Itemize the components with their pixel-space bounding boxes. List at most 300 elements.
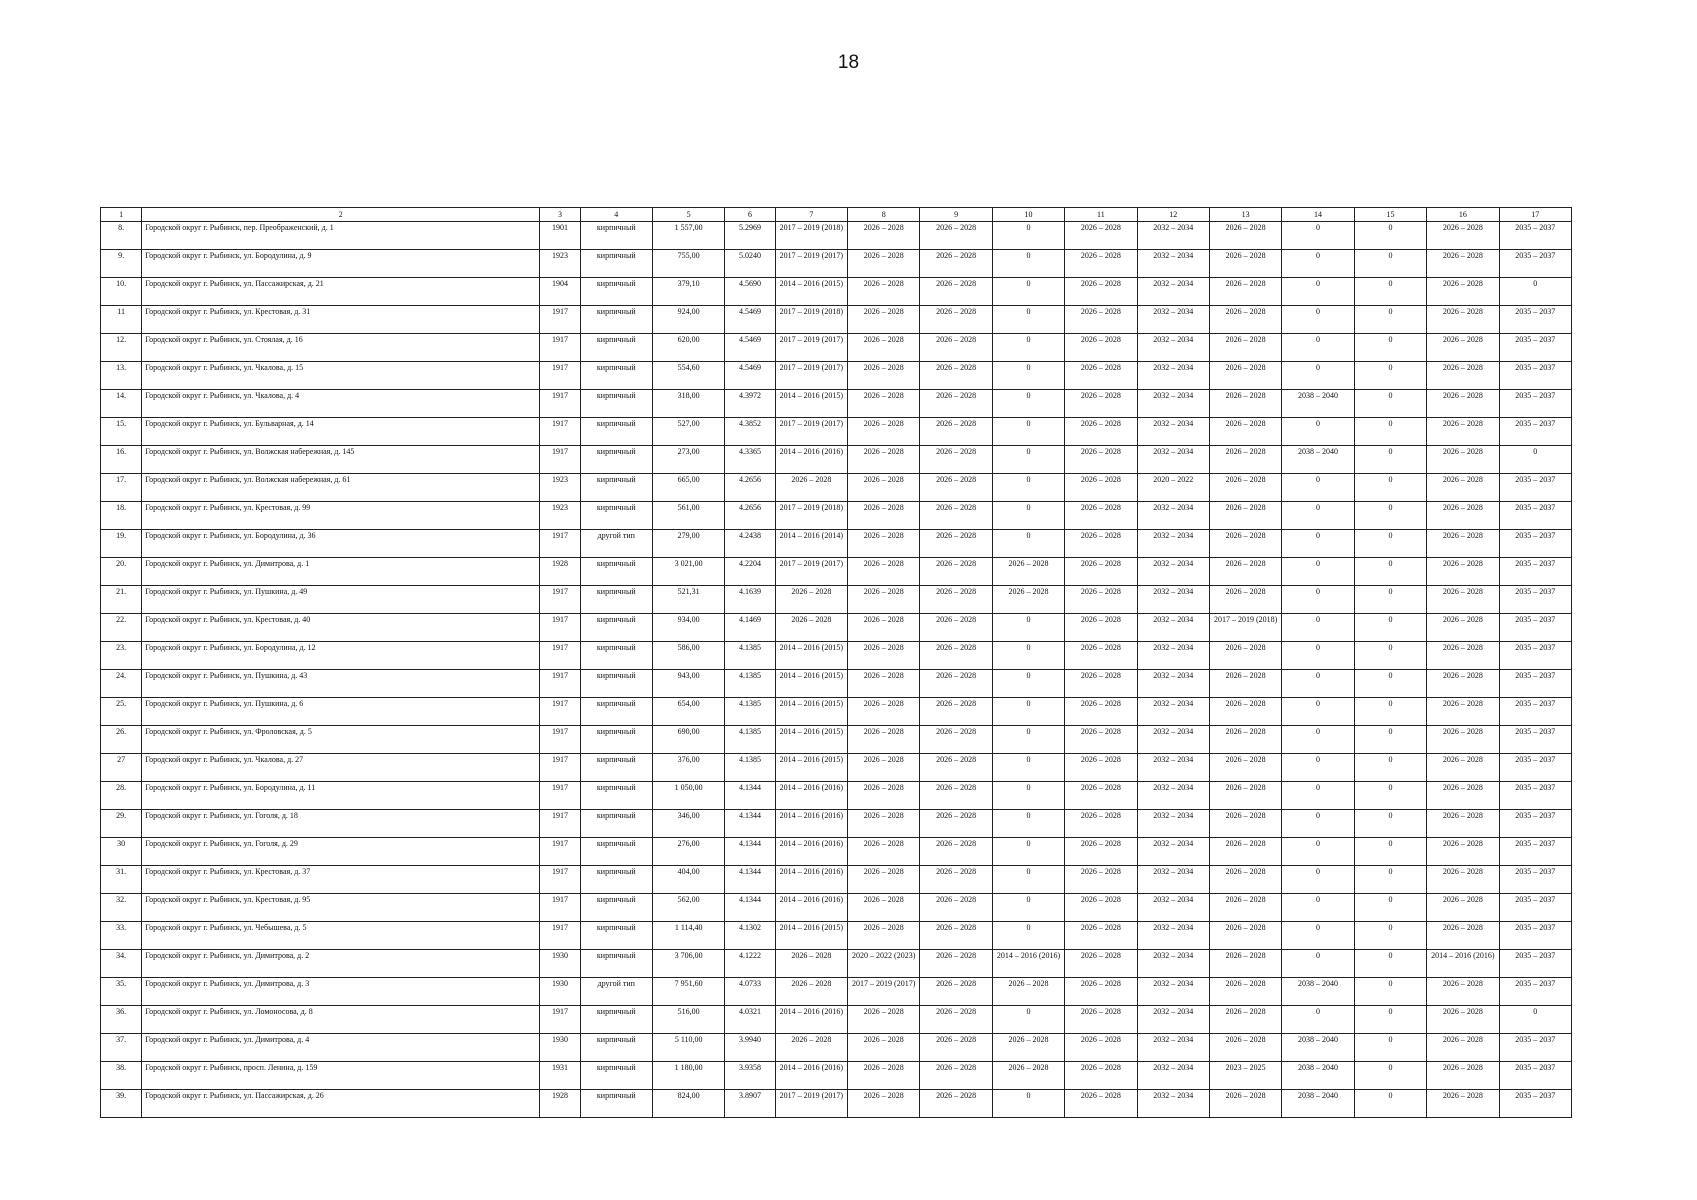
column-number: 3 (540, 208, 580, 222)
table-cell: 0 (1354, 950, 1426, 978)
table-cell: 4.1344 (725, 810, 775, 838)
table-cell: 2017 – 2019 (2017) (775, 362, 847, 390)
table-cell: 2032 – 2034 (1137, 306, 1209, 334)
table-cell: 2026 – 2028 (920, 222, 992, 250)
table-cell: 0 (1282, 950, 1354, 978)
table-cell: 4.1344 (725, 894, 775, 922)
table-cell: 15. (101, 418, 142, 446)
table-cell: 4.3972 (725, 390, 775, 418)
table-cell: 2026 – 2028 (1209, 922, 1281, 950)
table-cell: 2026 – 2028 (992, 1062, 1064, 1090)
table-cell: 273,00 (652, 446, 724, 474)
table-cell: 1917 (540, 390, 580, 418)
table-cell: 2026 – 2028 (920, 1090, 992, 1118)
table-cell: 2014 – 2016 (2016) (775, 782, 847, 810)
table-cell: 9. (101, 250, 142, 278)
table-cell: 0 (1354, 754, 1426, 782)
table-cell: 1917 (540, 754, 580, 782)
table-cell: кирпичный (580, 1090, 652, 1118)
table-row (101, 978, 1572, 1006)
column-number: 2 (142, 208, 540, 222)
table-cell: 2026 – 2028 (1065, 670, 1137, 698)
table-cell: 2026 – 2028 (1427, 1090, 1499, 1118)
table-cell: 28. (101, 782, 142, 810)
table-cell: 2026 – 2028 (848, 726, 920, 754)
table-row (101, 1062, 1572, 1090)
table-cell: 2026 – 2028 (848, 306, 920, 334)
table-cell: 2017 – 2019 (2018) (1209, 614, 1281, 642)
table-cell: 2014 – 2016 (2016) (775, 810, 847, 838)
table-cell: 2014 – 2016 (2014) (775, 530, 847, 558)
table-cell: 0 (1354, 838, 1426, 866)
table-cell: 2026 – 2028 (1427, 838, 1499, 866)
table-cell: 2032 – 2034 (1137, 950, 1209, 978)
table-cell: 2026 – 2028 (920, 838, 992, 866)
table-cell: 0 (1282, 838, 1354, 866)
table-cell: 2026 – 2028 (920, 530, 992, 558)
table-cell: 2026 – 2028 (920, 1034, 992, 1062)
table-cell: 2026 – 2028 (1065, 306, 1137, 334)
table-cell: 2026 – 2028 (1427, 390, 1499, 418)
address-cell: Городской округ г. Рыбинск, ул. Ломоносова, д. 8 (142, 1006, 540, 1034)
address-cell: Городской округ г. Рыбинск, ул. Чкалова, д. 27 (142, 754, 540, 782)
table-cell: 2026 – 2028 (1065, 250, 1137, 278)
table-cell: 0 (1354, 250, 1426, 278)
table-cell: 2026 – 2028 (1065, 362, 1137, 390)
table-cell: 2014 – 2016 (2015) (775, 922, 847, 950)
table-cell: 18. (101, 502, 142, 530)
table-cell: 0 (992, 446, 1064, 474)
table-cell: 2035 – 2037 (1499, 418, 1571, 446)
column-number: 12 (1137, 208, 1209, 222)
table-cell: 19. (101, 530, 142, 558)
table-cell: 0 (992, 782, 1064, 810)
table-cell: 0 (1354, 446, 1426, 474)
table-cell: 379,10 (652, 278, 724, 306)
table-cell: 2035 – 2037 (1499, 642, 1571, 670)
table-cell: 0 (1282, 418, 1354, 446)
table-row (101, 530, 1572, 558)
table-cell: 2026 – 2028 (1427, 362, 1499, 390)
table-cell: 1930 (540, 978, 580, 1006)
table-cell: 2017 – 2019 (2017) (775, 1090, 847, 1118)
table-cell: 0 (1499, 446, 1571, 474)
column-number: 11 (1065, 208, 1137, 222)
table-row (101, 1090, 1572, 1118)
table-cell: 0 (1282, 502, 1354, 530)
table-cell: 0 (1282, 306, 1354, 334)
table-cell: 35. (101, 978, 142, 1006)
table-cell: 2032 – 2034 (1137, 978, 1209, 1006)
table-cell: 2035 – 2037 (1499, 1090, 1571, 1118)
table-cell: 2017 – 2019 (2017) (775, 334, 847, 362)
column-number: 16 (1427, 208, 1499, 222)
table-cell: 2014 – 2016 (2016) (775, 1062, 847, 1090)
address-cell: Городской округ г. Рыбинск, ул. Пушкина, д. 6 (142, 698, 540, 726)
table-cell: 4.2438 (725, 530, 775, 558)
table-cell: 2026 – 2028 (848, 1062, 920, 1090)
table-cell: 521,31 (652, 586, 724, 614)
table-cell: 0 (992, 922, 1064, 950)
table-cell: 4.1385 (725, 754, 775, 782)
table-cell: 0 (1282, 586, 1354, 614)
table-cell: 4.1385 (725, 670, 775, 698)
table-cell: 0 (1282, 362, 1354, 390)
table-cell: 2035 – 2037 (1499, 222, 1571, 250)
table-cell: 2026 – 2028 (1209, 390, 1281, 418)
page-number: 18 (837, 52, 860, 73)
table-cell: кирпичный (580, 614, 652, 642)
table-cell: 34. (101, 950, 142, 978)
table-row (101, 306, 1572, 334)
table-cell: 2026 – 2028 (992, 1034, 1064, 1062)
table-cell: 2026 – 2028 (920, 418, 992, 446)
table-cell: 276,00 (652, 838, 724, 866)
table-cell: 934,00 (652, 614, 724, 642)
table-cell: 0 (1282, 810, 1354, 838)
table-cell: 29. (101, 810, 142, 838)
address-cell: Городской округ г. Рыбинск, ул. Димитрова, д. 2 (142, 950, 540, 978)
table-cell: 4.0733 (725, 978, 775, 1006)
table-cell: 2026 – 2028 (1065, 978, 1137, 1006)
table-cell: 2026 – 2028 (1209, 558, 1281, 586)
table-cell: 2032 – 2034 (1137, 866, 1209, 894)
table-cell: 2014 – 2016 (2015) (775, 642, 847, 670)
table-cell: 2032 – 2034 (1137, 614, 1209, 642)
address-cell: Городской округ г. Рыбинск, ул. Бородулина, д. 36 (142, 530, 540, 558)
address-cell: Городской округ г. Рыбинск, ул. Крестовая, д. 31 (142, 306, 540, 334)
address-cell: Городской округ г. Рыбинск, ул. Фроловская, д. 5 (142, 726, 540, 754)
table-cell: 1917 (540, 614, 580, 642)
table-cell: 620,00 (652, 334, 724, 362)
table-cell: 2026 – 2028 (1209, 950, 1281, 978)
table-cell: 1917 (540, 1006, 580, 1034)
table-cell: 0 (992, 502, 1064, 530)
table-cell: 2026 – 2028 (848, 1006, 920, 1034)
table-cell: 2026 – 2028 (1065, 558, 1137, 586)
table-cell: 2026 – 2028 (775, 586, 847, 614)
table-cell: 4.1344 (725, 838, 775, 866)
table-cell: 2026 – 2028 (920, 698, 992, 726)
table-cell: 2026 – 2028 (848, 866, 920, 894)
address-cell: Городской округ г. Рыбинск, ул. Крестовая, д. 37 (142, 866, 540, 894)
address-cell: Городской округ г. Рыбинск, ул. Бородулина, д. 12 (142, 642, 540, 670)
table-cell: 2026 – 2028 (1427, 754, 1499, 782)
table-cell: 0 (992, 278, 1064, 306)
table-cell: 0 (1282, 558, 1354, 586)
table-cell: 2032 – 2034 (1137, 362, 1209, 390)
table-cell: 2023 – 2025 (1209, 1062, 1281, 1090)
table-cell: 4.5469 (725, 362, 775, 390)
table-cell: 755,00 (652, 250, 724, 278)
column-number: 1 (101, 208, 142, 222)
table-cell: 2026 – 2028 (1065, 1090, 1137, 1118)
table-cell: 554,60 (652, 362, 724, 390)
table-cell: 2026 – 2028 (775, 474, 847, 502)
table-cell: 2035 – 2037 (1499, 894, 1571, 922)
table-cell: 527,00 (652, 418, 724, 446)
table-cell: 2035 – 2037 (1499, 950, 1571, 978)
table-cell: 2026 – 2028 (848, 530, 920, 558)
table-cell: 0 (1282, 670, 1354, 698)
table-cell: кирпичный (580, 446, 652, 474)
table-cell: 0 (1354, 1090, 1426, 1118)
table-cell: 2026 – 2028 (920, 362, 992, 390)
table-cell: 13. (101, 362, 142, 390)
table-cell: 2026 – 2028 (1427, 698, 1499, 726)
table-cell: кирпичный (580, 362, 652, 390)
table-row (101, 418, 1572, 446)
address-cell: Городской округ г. Рыбинск, ул. Пассажирская, д. 21 (142, 278, 540, 306)
table-cell: 2026 – 2028 (1065, 1034, 1137, 1062)
table-cell: другой тип (580, 530, 652, 558)
table-cell: 2032 – 2034 (1137, 922, 1209, 950)
table-cell: 2014 – 2016 (2016) (992, 950, 1064, 978)
table-cell: 1917 (540, 418, 580, 446)
table-cell: 2026 – 2028 (1065, 810, 1137, 838)
table-cell: 0 (992, 306, 1064, 334)
table-row (101, 558, 1572, 586)
table-cell: 824,00 (652, 1090, 724, 1118)
table-cell: 2026 – 2028 (920, 782, 992, 810)
table-cell: 2026 – 2028 (848, 922, 920, 950)
table-cell: 2014 – 2016 (2016) (775, 894, 847, 922)
table-cell: 2026 – 2028 (920, 586, 992, 614)
table-cell: 924,00 (652, 306, 724, 334)
table-cell: 7 951,60 (652, 978, 724, 1006)
table-cell: 4.2656 (725, 474, 775, 502)
table-row (101, 670, 1572, 698)
table-cell: 2026 – 2028 (920, 670, 992, 698)
table-cell: 665,00 (652, 474, 724, 502)
table-cell: 0 (1282, 530, 1354, 558)
table-cell: 2035 – 2037 (1499, 250, 1571, 278)
table-cell: 2026 – 2028 (848, 1034, 920, 1062)
table-cell: 2026 – 2028 (1209, 474, 1281, 502)
table-cell: 4.1639 (725, 586, 775, 614)
table-cell: 2026 – 2028 (1065, 586, 1137, 614)
table-cell: 0 (1354, 474, 1426, 502)
table-cell: 0 (1354, 530, 1426, 558)
table-cell: 3 706,00 (652, 950, 724, 978)
table-cell: 37. (101, 1034, 142, 1062)
table-cell: 21. (101, 586, 142, 614)
table-cell: 1917 (540, 866, 580, 894)
table-cell: 2035 – 2037 (1499, 922, 1571, 950)
table-cell: 4.3365 (725, 446, 775, 474)
table-cell: 0 (992, 670, 1064, 698)
table-cell: 0 (1282, 278, 1354, 306)
table-cell: 0 (992, 474, 1064, 502)
column-number-row (101, 208, 1572, 222)
table-cell: 2026 – 2028 (1427, 782, 1499, 810)
table-cell: 346,00 (652, 810, 724, 838)
table-cell: 5.0240 (725, 250, 775, 278)
table-cell: 1917 (540, 698, 580, 726)
table-cell: 0 (992, 838, 1064, 866)
table-cell: 1 180,00 (652, 1062, 724, 1090)
table-cell: кирпичный (580, 1034, 652, 1062)
table-cell: 2026 – 2028 (1209, 670, 1281, 698)
table-cell: 0 (1354, 782, 1426, 810)
column-number: 10 (992, 208, 1064, 222)
table-cell: 2026 – 2028 (1427, 670, 1499, 698)
table-cell: 2026 – 2028 (1427, 530, 1499, 558)
table-cell: 2026 – 2028 (920, 894, 992, 922)
table-cell: 2026 – 2028 (1427, 894, 1499, 922)
table-cell: 2026 – 2028 (1065, 642, 1137, 670)
table-cell: 2026 – 2028 (1209, 586, 1281, 614)
table-cell: 2026 – 2028 (920, 278, 992, 306)
table-cell: 2026 – 2028 (1209, 838, 1281, 866)
table-cell: 2026 – 2028 (848, 838, 920, 866)
table-cell: 0 (992, 222, 1064, 250)
table-row (101, 390, 1572, 418)
table-cell: 2026 – 2028 (1065, 334, 1137, 362)
table-cell: 0 (1354, 1006, 1426, 1034)
table-cell: 4.5469 (725, 306, 775, 334)
table-cell: 2026 – 2028 (848, 558, 920, 586)
column-number: 13 (1209, 208, 1281, 222)
table-cell: 2026 – 2028 (1209, 250, 1281, 278)
table-cell: 2026 – 2028 (848, 810, 920, 838)
table-cell: 2014 – 2016 (2015) (775, 754, 847, 782)
table-cell: 38. (101, 1062, 142, 1090)
table-cell: 17. (101, 474, 142, 502)
table-cell: 2026 – 2028 (920, 334, 992, 362)
table-cell: 690,00 (652, 726, 724, 754)
table-cell: 2026 – 2028 (992, 586, 1064, 614)
table-cell: 2026 – 2028 (1427, 558, 1499, 586)
table-row (101, 642, 1572, 670)
table-cell: 4.2204 (725, 558, 775, 586)
table-cell: 2026 – 2028 (1427, 250, 1499, 278)
table-cell: 1917 (540, 838, 580, 866)
table-cell: 0 (1354, 306, 1426, 334)
table-cell: 2035 – 2037 (1499, 558, 1571, 586)
table-cell: 2026 – 2028 (1065, 838, 1137, 866)
table-cell: 2026 – 2028 (920, 978, 992, 1006)
table-cell: 4.1302 (725, 922, 775, 950)
table-cell: кирпичный (580, 810, 652, 838)
table-cell: кирпичный (580, 670, 652, 698)
table-cell: 2026 – 2028 (1209, 334, 1281, 362)
table-cell: 2032 – 2034 (1137, 558, 1209, 586)
table-cell: 1930 (540, 1034, 580, 1062)
table-cell: 1917 (540, 306, 580, 334)
table-cell: 0 (1282, 614, 1354, 642)
table-cell: 0 (1282, 726, 1354, 754)
table-cell: 2038 – 2040 (1282, 1090, 1354, 1118)
table-cell: 26. (101, 726, 142, 754)
table-cell: 2014 – 2016 (2016) (775, 838, 847, 866)
table-cell: 2026 – 2028 (1209, 782, 1281, 810)
table-cell: 0 (1354, 978, 1426, 1006)
address-cell: Городской округ г. Рыбинск, ул. Пушкина, д. 43 (142, 670, 540, 698)
address-cell: Городской округ г. Рыбинск, ул. Бородулина, д. 9 (142, 250, 540, 278)
table-cell: кирпичный (580, 1006, 652, 1034)
table-cell: 0 (1354, 894, 1426, 922)
table-cell: 16. (101, 446, 142, 474)
table-cell: 279,00 (652, 530, 724, 558)
table-cell: 1923 (540, 474, 580, 502)
table-cell: 2035 – 2037 (1499, 474, 1571, 502)
table-cell: 2035 – 2037 (1499, 670, 1571, 698)
table-cell: 2026 – 2028 (920, 446, 992, 474)
table-cell: 2032 – 2034 (1137, 418, 1209, 446)
table-cell: 0 (1354, 1034, 1426, 1062)
table-cell: 14. (101, 390, 142, 418)
table-cell: кирпичный (580, 726, 652, 754)
table-cell: 2014 – 2016 (2016) (1427, 950, 1499, 978)
address-cell: Городской округ г. Рыбинск, ул. Гоголя, д. 18 (142, 810, 540, 838)
table-cell: 2026 – 2028 (848, 894, 920, 922)
table-cell: 2035 – 2037 (1499, 1034, 1571, 1062)
table-cell: 1928 (540, 558, 580, 586)
table-cell: 2014 – 2016 (2015) (775, 726, 847, 754)
column-number: 14 (1282, 208, 1354, 222)
table-cell: 4.3852 (725, 418, 775, 446)
table-cell: 404,00 (652, 866, 724, 894)
table-cell: 0 (1354, 1062, 1426, 1090)
table-cell: 2026 – 2028 (920, 754, 992, 782)
table-cell: 0 (992, 726, 1064, 754)
table-cell: 2026 – 2028 (848, 754, 920, 782)
table-cell: 2026 – 2028 (1427, 334, 1499, 362)
table-cell: 1 050,00 (652, 782, 724, 810)
table-cell: 2035 – 2037 (1499, 306, 1571, 334)
table-cell: 2026 – 2028 (848, 278, 920, 306)
table-cell: 2026 – 2028 (920, 642, 992, 670)
table-cell: 2032 – 2034 (1137, 810, 1209, 838)
table-cell: 12. (101, 334, 142, 362)
table-cell: 2026 – 2028 (1427, 614, 1499, 642)
table-cell: 2026 – 2028 (1209, 1090, 1281, 1118)
table-cell: 2032 – 2034 (1137, 222, 1209, 250)
table-cell: 1930 (540, 950, 580, 978)
table-cell: 2032 – 2034 (1137, 894, 1209, 922)
table-cell: 1917 (540, 446, 580, 474)
table-cell: 4.1344 (725, 782, 775, 810)
table-cell: кирпичный (580, 782, 652, 810)
table-cell: 2032 – 2034 (1137, 1006, 1209, 1034)
table-cell: 2026 – 2028 (1209, 362, 1281, 390)
table-cell: 2038 – 2040 (1282, 446, 1354, 474)
table-cell: 2035 – 2037 (1499, 726, 1571, 754)
table-cell: 2035 – 2037 (1499, 586, 1571, 614)
table-cell: 0 (1354, 670, 1426, 698)
table-cell: 2026 – 2028 (848, 250, 920, 278)
table-cell: 2020 – 2022 (2023) (848, 950, 920, 978)
table-cell: 2026 – 2028 (848, 418, 920, 446)
table-cell: 1917 (540, 726, 580, 754)
table-cell: 2017 – 2019 (2017) (775, 418, 847, 446)
table-cell: 2014 – 2016 (2015) (775, 390, 847, 418)
table-cell: 0 (992, 1090, 1064, 1118)
table-row (101, 502, 1572, 530)
table-cell: 1917 (540, 894, 580, 922)
table-cell: 2026 – 2028 (848, 222, 920, 250)
table-cell: 0 (992, 866, 1064, 894)
table-cell: 2026 – 2028 (920, 502, 992, 530)
table-cell: 2026 – 2028 (992, 558, 1064, 586)
table-row (101, 950, 1572, 978)
address-cell: Городской округ г. Рыбинск, ул. Крестовая, д. 95 (142, 894, 540, 922)
table-cell: 2026 – 2028 (848, 446, 920, 474)
table-row (101, 754, 1572, 782)
table-cell: 0 (1282, 754, 1354, 782)
table-cell: 0 (1354, 614, 1426, 642)
